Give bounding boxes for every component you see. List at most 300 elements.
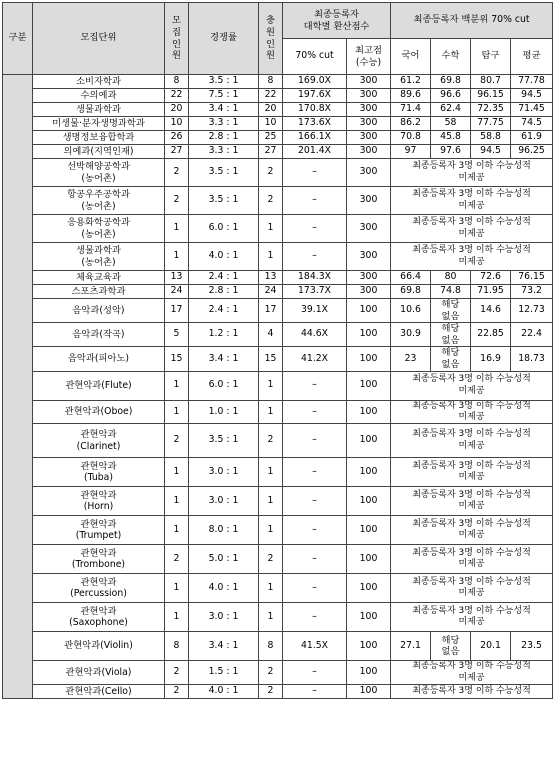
note-cell-line: 미제공 — [458, 172, 485, 183]
cut70-cell: – — [283, 400, 347, 424]
note-cell — [391, 187, 553, 215]
note-cell — [391, 400, 553, 424]
inquiry-cell: 14.6 — [471, 299, 511, 323]
header-pct-title: 최종등록자 백분위 70% cut — [391, 3, 553, 39]
cut70-cell: – — [283, 574, 347, 603]
inquiry-cell: 71.95 — [471, 285, 511, 299]
note-cell-line: 미제공 — [458, 588, 485, 599]
cut70-cell: – — [283, 545, 347, 574]
unit-cell-line: 관현악과 — [80, 547, 117, 559]
unit-cell — [33, 145, 165, 159]
average-cell: 94.5 — [511, 89, 553, 103]
unit-cell-line: (농어촌) — [81, 228, 116, 240]
quota-cell: 10 — [165, 117, 189, 131]
max-score-cell: 100 — [347, 545, 391, 574]
unit-cell-line: 관현악과 — [80, 518, 117, 530]
table-row — [3, 75, 553, 89]
average-cell: 77.78 — [511, 75, 553, 89]
header-math: 수학 — [431, 39, 471, 75]
table-row — [3, 685, 553, 699]
math-cell-line: 해당 — [441, 634, 460, 646]
quota-cell: 2 — [165, 159, 189, 187]
note-cell-line: 최종등록자 3명 이하 수능성적 — [412, 547, 531, 558]
unit-cell — [33, 89, 165, 103]
inquiry-cell: 94.5 — [471, 145, 511, 159]
quota-cell: 2 — [165, 545, 189, 574]
unit-cell — [33, 685, 165, 699]
header-average: 평균 — [511, 39, 553, 75]
enrolled-cell: 4 — [259, 323, 283, 347]
note-cell — [391, 603, 553, 632]
table-row — [3, 487, 553, 516]
unit-cell-line: 체육교육과 — [76, 271, 121, 283]
competition-cell: 3.0 : 1 — [189, 487, 259, 516]
math-cell-line: 해당 — [441, 347, 460, 359]
korean-cell: 86.2 — [391, 117, 431, 131]
quota-cell: 1 — [165, 487, 189, 516]
note-cell — [391, 516, 553, 545]
note-cell-line: 미제공 — [458, 472, 485, 483]
header-quota-char: 원 — [172, 50, 181, 62]
unit-cell-line: (Trumpet) — [75, 530, 122, 542]
competition-cell: 3.5 : 1 — [189, 187, 259, 215]
unit-cell-line: (Tuba) — [83, 472, 113, 484]
competition-cell: 7.5 : 1 — [189, 89, 259, 103]
table-row — [3, 299, 553, 323]
average-cell: 73.2 — [511, 285, 553, 299]
note-cell — [391, 215, 553, 243]
korean-cell: 10.6 — [391, 299, 431, 323]
enrolled-cell: 2 — [259, 187, 283, 215]
unit-cell-line: 항공우주공학과 — [67, 188, 130, 200]
quota-cell: 22 — [165, 89, 189, 103]
note-cell-line: 미제공 — [458, 501, 485, 512]
table-row — [3, 323, 553, 347]
enrolled-cell: 24 — [259, 285, 283, 299]
korean-cell: 66.4 — [391, 271, 431, 285]
header-quota-char: 인 — [172, 38, 181, 50]
cut70-cell: – — [283, 187, 347, 215]
cut70-cell: 39.1X — [283, 299, 347, 323]
header-conv-score: 대학별 환산점수 — [303, 20, 370, 32]
note-cell-line: 최종등록자 3명 이하 수능성적 — [412, 400, 531, 411]
max-score-cell: 300 — [347, 89, 391, 103]
header-inquiry: 탐구 — [471, 39, 511, 75]
cut70-cell: – — [283, 243, 347, 271]
note-cell-line: 최종등록자 3명 이하 수능성적 — [412, 605, 531, 616]
max-score-cell: 300 — [347, 131, 391, 145]
cut70-cell: 166.1X — [283, 131, 347, 145]
max-score-cell: 100 — [347, 516, 391, 545]
enrolled-cell: 2 — [259, 159, 283, 187]
average-cell: 61.9 — [511, 131, 553, 145]
note-cell-line: 최종등록자 3명 이하 수능성적 — [412, 686, 531, 697]
average-cell: 96.25 — [511, 145, 553, 159]
max-score-cell: 100 — [347, 400, 391, 424]
quota-cell: 15 — [165, 347, 189, 371]
unit-cell-line: (농어촌) — [81, 256, 116, 268]
header-unit: 모집단위 — [33, 3, 165, 75]
enrolled-cell: 2 — [259, 424, 283, 458]
enrolled-cell: 15 — [259, 347, 283, 371]
header-enrolled-char: 충 — [266, 15, 275, 27]
average-cell: 22.4 — [511, 323, 553, 347]
quota-cell: 1 — [165, 400, 189, 424]
quota-cell: 17 — [165, 299, 189, 323]
note-cell — [391, 685, 553, 699]
max-score-cell: 300 — [347, 103, 391, 117]
unit-cell — [33, 458, 165, 487]
admission-results-table — [2, 2, 553, 699]
inquiry-cell: 80.7 — [471, 75, 511, 89]
max-score-cell: 100 — [347, 347, 391, 371]
cut70-cell: – — [283, 661, 347, 685]
competition-cell: 3.5 : 1 — [189, 424, 259, 458]
note-cell-line: 미제공 — [458, 440, 485, 451]
unit-cell — [33, 117, 165, 131]
korean-cell: 89.6 — [391, 89, 431, 103]
math-cell: 69.8 — [431, 75, 471, 89]
math-cell-line: 해당 — [441, 299, 460, 310]
competition-cell: 3.5 : 1 — [189, 75, 259, 89]
enrolled-cell: 2 — [259, 661, 283, 685]
competition-cell: 5.0 : 1 — [189, 545, 259, 574]
enrolled-cell: 8 — [259, 632, 283, 661]
korean-cell: 23 — [391, 347, 431, 371]
unit-cell-line: 미생물·분자생명과학과 — [52, 117, 145, 129]
math-cell: 74.8 — [431, 285, 471, 299]
enrolled-cell: 13 — [259, 271, 283, 285]
enrolled-cell: 27 — [259, 145, 283, 159]
competition-cell: 3.5 : 1 — [189, 159, 259, 187]
table-body — [3, 75, 553, 699]
unit-cell — [33, 159, 165, 187]
korean-cell: 71.4 — [391, 103, 431, 117]
note-cell — [391, 661, 553, 685]
note-cell-line: 미제공 — [458, 228, 485, 239]
competition-cell: 3.4 : 1 — [189, 103, 259, 117]
max-score-cell: 300 — [347, 187, 391, 215]
header-quota — [165, 3, 189, 75]
note-cell-line: 최종등록자 3명 이하 수능성적 — [412, 374, 531, 385]
table-row — [3, 271, 553, 285]
unit-cell — [33, 603, 165, 632]
enrolled-cell: 8 — [259, 75, 283, 89]
quota-cell: 27 — [165, 145, 189, 159]
table-row — [3, 117, 553, 131]
enrolled-cell: 1 — [259, 215, 283, 243]
korean-cell: 27.1 — [391, 632, 431, 661]
table-row — [3, 243, 553, 271]
table-row — [3, 603, 553, 632]
note-cell — [391, 424, 553, 458]
unit-cell-line: 음악과(성악) — [72, 304, 125, 316]
quota-cell: 13 — [165, 271, 189, 285]
max-score-cell: 100 — [347, 603, 391, 632]
quota-cell: 26 — [165, 131, 189, 145]
unit-cell — [33, 131, 165, 145]
max-score-cell: 300 — [347, 145, 391, 159]
unit-cell — [33, 516, 165, 545]
korean-cell: 69.8 — [391, 285, 431, 299]
cut70-cell: – — [283, 458, 347, 487]
max-score-cell: 300 — [347, 159, 391, 187]
competition-cell: 2.4 : 1 — [189, 271, 259, 285]
unit-cell — [33, 371, 165, 400]
unit-cell-line: 관현악과(Viola) — [65, 666, 132, 678]
competition-cell: 2.4 : 1 — [189, 299, 259, 323]
header-final-reg — [283, 3, 391, 39]
max-score-cell: 300 — [347, 215, 391, 243]
enrolled-cell: 1 — [259, 243, 283, 271]
quota-cell: 5 — [165, 323, 189, 347]
note-cell-line: 최종등록자 3명 이하 수능성적 — [412, 161, 531, 172]
enrolled-cell: 10 — [259, 117, 283, 131]
note-cell-line: 최종등록자 3명 이하 수능성적 — [412, 518, 531, 529]
max-score-cell: 300 — [347, 117, 391, 131]
table-row — [3, 424, 553, 458]
cut70-cell: 169.0X — [283, 75, 347, 89]
enrolled-cell: 1 — [259, 516, 283, 545]
header-max-score-title: 최고점 — [355, 44, 382, 56]
enrolled-cell: 22 — [259, 89, 283, 103]
average-cell: 76.15 — [511, 271, 553, 285]
unit-cell-line: 의예과(지역인재) — [63, 145, 134, 157]
unit-cell — [33, 487, 165, 516]
table-row — [3, 371, 553, 400]
math-cell: 97.6 — [431, 145, 471, 159]
math-cell — [431, 323, 471, 347]
table-row — [3, 458, 553, 487]
max-score-cell: 100 — [347, 424, 391, 458]
note-cell-line: 미제공 — [458, 385, 485, 396]
header-quota-char: 집 — [172, 26, 181, 38]
korean-cell: 97 — [391, 145, 431, 159]
note-cell-line: 미제공 — [458, 559, 485, 570]
cut70-cell: – — [283, 159, 347, 187]
math-cell — [431, 632, 471, 661]
inquiry-cell: 96.15 — [471, 89, 511, 103]
note-cell-line: 최종등록자 3명 이하 수능성적 — [412, 460, 531, 471]
unit-cell-line: 스포츠과학과 — [71, 285, 126, 297]
max-score-cell: 100 — [347, 487, 391, 516]
cut70-cell: – — [283, 603, 347, 632]
competition-cell: 3.4 : 1 — [189, 632, 259, 661]
inquiry-cell: 16.9 — [471, 347, 511, 371]
enrolled-cell: 1 — [259, 458, 283, 487]
max-score-cell: 100 — [347, 371, 391, 400]
quota-cell: 8 — [165, 75, 189, 89]
unit-cell — [33, 661, 165, 685]
cut70-cell: 41.5X — [283, 632, 347, 661]
cut70-cell: – — [283, 685, 347, 699]
note-cell — [391, 159, 553, 187]
average-cell: 12.73 — [511, 299, 553, 323]
math-cell-line: 없음 — [441, 646, 460, 658]
unit-cell-line: 음악과(피아노) — [67, 353, 130, 365]
note-cell-line: 최종등록자 3명 이하 수능성적 — [412, 429, 531, 440]
enrolled-cell: 1 — [259, 400, 283, 424]
unit-cell-line: 관현악과 — [80, 489, 117, 501]
table-row — [3, 131, 553, 145]
note-cell-line: 최종등록자 3명 이하 수능성적 — [412, 489, 531, 500]
cut70-cell: – — [283, 487, 347, 516]
unit-cell-line: 관현악과(Flute) — [65, 379, 132, 391]
unit-cell — [33, 400, 165, 424]
competition-cell: 3.4 : 1 — [189, 347, 259, 371]
header-gubun: 구분 — [3, 3, 33, 75]
gubun-cell — [3, 75, 33, 699]
max-score-cell: 100 — [347, 574, 391, 603]
competition-cell: 8.0 : 1 — [189, 516, 259, 545]
inquiry-cell: 58.8 — [471, 131, 511, 145]
competition-cell: 2.8 : 1 — [189, 131, 259, 145]
cut70-cell: – — [283, 516, 347, 545]
unit-cell — [33, 545, 165, 574]
table-row — [3, 632, 553, 661]
note-cell-line: 미제공 — [458, 200, 485, 211]
korean-cell: 61.2 — [391, 75, 431, 89]
max-score-cell: 100 — [347, 299, 391, 323]
cut70-cell: 173.6X — [283, 117, 347, 131]
table-row — [3, 400, 553, 424]
cut70-cell: 41.2X — [283, 347, 347, 371]
unit-cell-line: 관현악과 — [80, 576, 117, 588]
competition-cell: 4.0 : 1 — [189, 574, 259, 603]
unit-cell-line: 소비자학과 — [76, 75, 121, 87]
table-row — [3, 159, 553, 187]
unit-cell — [33, 632, 165, 661]
table-row — [3, 574, 553, 603]
header-max-score-sub: (수능) — [355, 56, 382, 68]
header-enrolled-char: 인 — [266, 38, 275, 50]
note-cell-line: 미제공 — [458, 617, 485, 628]
table-row — [3, 516, 553, 545]
header-korean: 국어 — [391, 39, 431, 75]
unit-cell — [33, 347, 165, 371]
note-cell-line: 최종등록자 3명 이하 수능성적 — [412, 576, 531, 587]
enrolled-cell: 1 — [259, 371, 283, 400]
note-cell — [391, 545, 553, 574]
cut70-cell: 44.6X — [283, 323, 347, 347]
enrolled-cell: 1 — [259, 603, 283, 632]
unit-cell — [33, 271, 165, 285]
unit-cell — [33, 187, 165, 215]
note-cell-line: 최종등록자 3명 이하 수능성적 — [412, 217, 531, 228]
cut70-cell: – — [283, 215, 347, 243]
header-enrolled — [259, 3, 283, 75]
table-row — [3, 145, 553, 159]
average-cell: 18.73 — [511, 347, 553, 371]
inquiry-cell: 77.75 — [471, 117, 511, 131]
table-row — [3, 103, 553, 117]
unit-cell-line: 음악과(작곡) — [72, 329, 125, 341]
note-cell — [391, 371, 553, 400]
enrolled-cell: 25 — [259, 131, 283, 145]
max-score-cell: 100 — [347, 323, 391, 347]
note-cell-line: 미제공 — [458, 672, 485, 683]
header-enrolled-char: 원 — [266, 50, 275, 62]
quota-cell: 1 — [165, 458, 189, 487]
quota-cell: 8 — [165, 632, 189, 661]
cut70-cell: 197.6X — [283, 89, 347, 103]
unit-cell-line: (Saxophone) — [69, 617, 128, 629]
unit-cell-line: 생명정보융합학과 — [62, 131, 135, 143]
table-row — [3, 661, 553, 685]
korean-cell: 70.8 — [391, 131, 431, 145]
unit-cell-line: (Trombone) — [71, 559, 126, 571]
quota-cell: 24 — [165, 285, 189, 299]
competition-cell: 3.3 : 1 — [189, 117, 259, 131]
inquiry-cell: 72.35 — [471, 103, 511, 117]
max-score-cell: 300 — [347, 75, 391, 89]
enrolled-cell: 17 — [259, 299, 283, 323]
cut70-cell: 170.8X — [283, 103, 347, 117]
quota-cell: 2 — [165, 661, 189, 685]
note-cell — [391, 574, 553, 603]
max-score-cell: 300 — [347, 285, 391, 299]
quota-cell: 1 — [165, 215, 189, 243]
korean-cell: 30.9 — [391, 323, 431, 347]
math-cell-line: 해당 — [441, 323, 460, 335]
note-cell-line: 최종등록자 3명 이하 수능성적 — [412, 245, 531, 256]
unit-cell-line: 관현악과 — [80, 460, 117, 472]
math-cell-line: 없음 — [441, 310, 460, 322]
math-cell — [431, 299, 471, 323]
unit-cell — [33, 424, 165, 458]
unit-cell — [33, 574, 165, 603]
quota-cell: 1 — [165, 603, 189, 632]
table-row — [3, 285, 553, 299]
cut70-cell: 201.4X — [283, 145, 347, 159]
unit-cell-line: (농어촌) — [81, 172, 116, 184]
unit-cell-line: (Percussion) — [70, 588, 127, 600]
competition-cell: 6.0 : 1 — [189, 215, 259, 243]
competition-cell: 4.0 : 1 — [189, 685, 259, 699]
competition-cell: 3.3 : 1 — [189, 145, 259, 159]
unit-cell — [33, 299, 165, 323]
table-row — [3, 545, 553, 574]
unit-cell-line: 관현악과 — [80, 605, 117, 617]
max-score-cell: 300 — [347, 271, 391, 285]
header-enrolled-char: 원 — [266, 26, 275, 38]
unit-cell-line: 응용화학공학과 — [67, 216, 130, 228]
competition-cell: 4.0 : 1 — [189, 243, 259, 271]
unit-cell-line: (농어촌) — [81, 200, 116, 212]
table-row — [3, 347, 553, 371]
cut70-cell: – — [283, 424, 347, 458]
header-cut70: 70% cut — [283, 39, 347, 75]
unit-cell-line: 생물과학과 — [76, 103, 121, 115]
unit-cell — [33, 323, 165, 347]
max-score-cell: 100 — [347, 458, 391, 487]
math-cell: 45.8 — [431, 131, 471, 145]
unit-cell-line: 관현악과(Oboe) — [64, 406, 133, 418]
header-quota-char: 모 — [172, 15, 181, 27]
inquiry-cell: 22.85 — [471, 323, 511, 347]
header-max-score — [347, 39, 391, 75]
note-cell-line: 미제공 — [458, 530, 485, 541]
unit-cell — [33, 243, 165, 271]
math-cell-line: 없음 — [441, 359, 460, 371]
average-cell: 74.5 — [511, 117, 553, 131]
note-cell — [391, 243, 553, 271]
unit-cell — [33, 285, 165, 299]
math-cell: 96.6 — [431, 89, 471, 103]
average-cell: 23.5 — [511, 632, 553, 661]
competition-cell: 3.0 : 1 — [189, 603, 259, 632]
cut70-cell: 184.3X — [283, 271, 347, 285]
